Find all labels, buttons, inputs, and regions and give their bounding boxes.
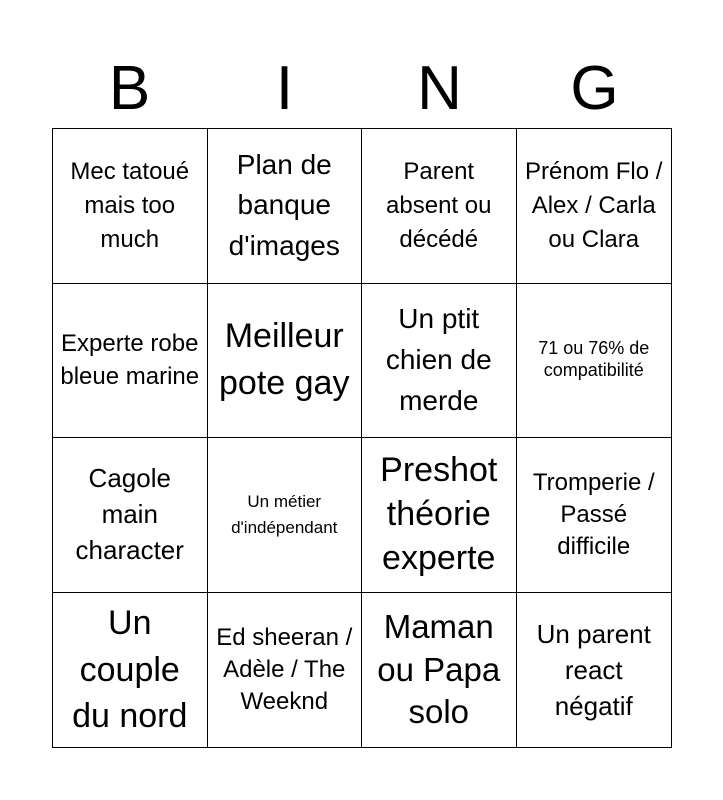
bingo-cell-r1c3[interactable] xyxy=(362,129,517,284)
bingo-cell-r2c4[interactable] xyxy=(517,284,672,439)
cell-label: Un métier d'indépendant xyxy=(231,492,338,537)
cell-label: Experte robe bleue marine xyxy=(60,329,200,391)
cell-label: Parent absent ou décédé xyxy=(386,157,492,253)
bingo-cell-r3c4[interactable] xyxy=(517,438,672,593)
bingo-board xyxy=(52,128,672,748)
bingo-cell-r4c3[interactable] xyxy=(362,593,517,748)
cell-label: 71 ou 76% de compatibilité xyxy=(538,338,650,381)
bingo-cell-r1c4[interactable] xyxy=(517,129,672,284)
bingo-cell-r4c1[interactable] xyxy=(53,593,208,748)
cell-label: Prénom Flo / Alex / Carla ou Clara xyxy=(525,158,663,253)
cell-label: Plan de banque d'images xyxy=(228,148,340,262)
title-letter-b: B xyxy=(108,54,151,123)
bingo-cell-r3c3[interactable] xyxy=(362,438,517,593)
bingo-cell-r4c2[interactable] xyxy=(208,593,363,748)
cell-label: Mec tatoué mais too much xyxy=(70,158,190,253)
title-letter-g: G xyxy=(570,54,619,123)
cell-label: Tromperie / Passé difficile xyxy=(532,468,655,560)
bingo-cell-r1c1[interactable] xyxy=(53,129,208,284)
title-letter-n: N xyxy=(417,54,462,123)
bingo-cell-r3c1[interactable] xyxy=(53,438,208,593)
bingo-cell-r1c2[interactable] xyxy=(208,129,363,284)
cell-label: Un ptit chien de merde xyxy=(385,303,492,416)
bingo-cell-r2c2[interactable] xyxy=(208,284,363,439)
title-letter-i: I xyxy=(275,54,294,123)
cell-label: Meilleur pote gay xyxy=(219,317,350,403)
bingo-cell-r2c3[interactable] xyxy=(362,284,517,439)
bingo-cell-r4c4[interactable] xyxy=(517,593,672,748)
cell-label: Un couple du nord xyxy=(72,604,188,735)
bingo-cell-r2c1[interactable] xyxy=(53,284,208,439)
bingo-title xyxy=(52,50,672,128)
cell-label: Cagole main character xyxy=(75,462,184,565)
cell-label: Preshot théorie experte xyxy=(380,451,498,577)
bingo-cell-r3c2[interactable] xyxy=(208,438,363,593)
cell-label: Un parent react négatif xyxy=(536,618,651,721)
cell-label: Maman ou Papa solo xyxy=(377,608,501,730)
cell-label: Ed sheeran / Adèle / The Weeknd xyxy=(216,623,353,715)
